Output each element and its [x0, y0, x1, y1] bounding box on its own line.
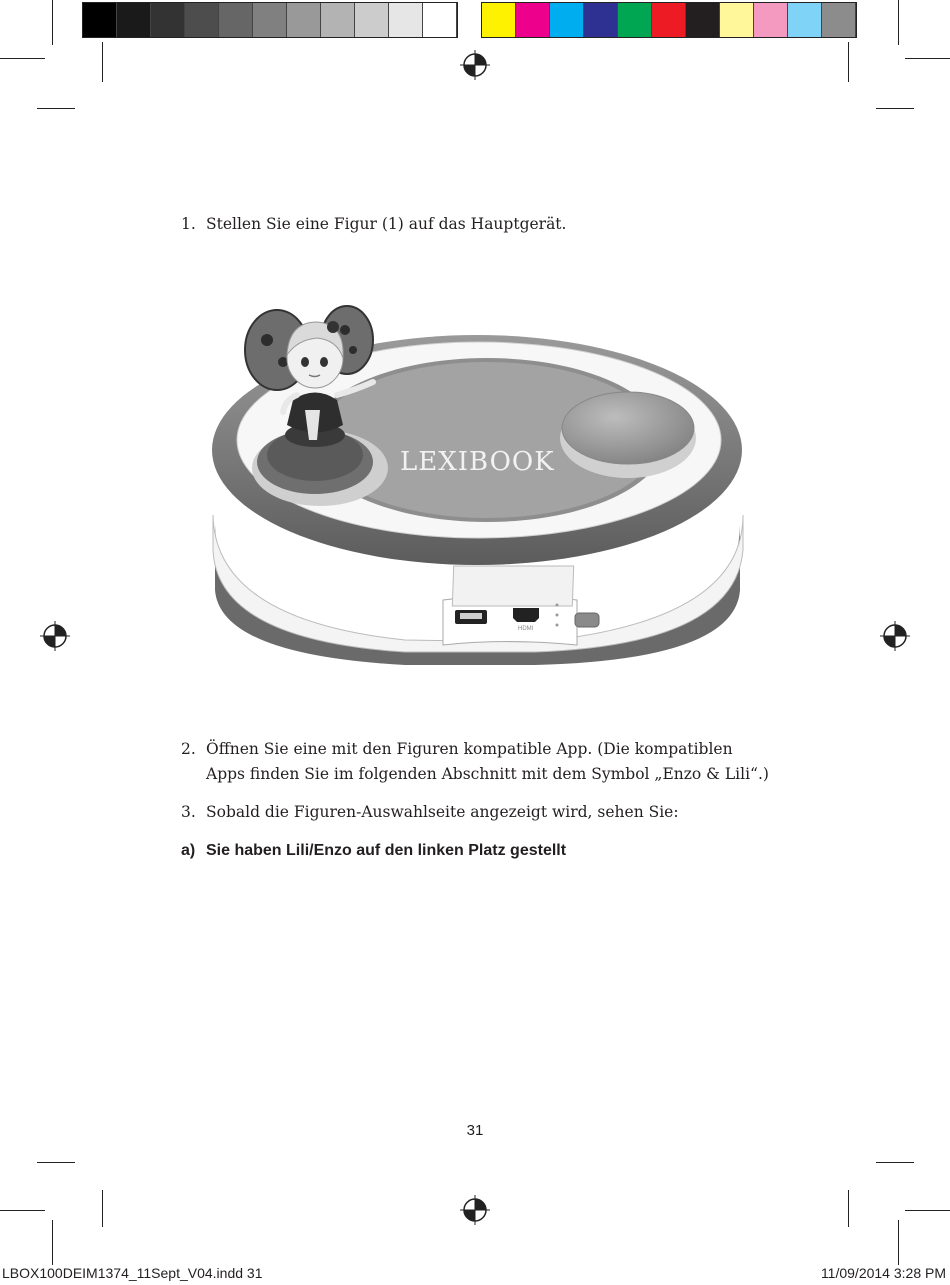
- step-number: 2.: [181, 740, 196, 758]
- step-text: Stellen Sie eine Figur (1) auf das Hauptgerät.: [206, 215, 567, 233]
- subheading-text: Sie haben Lili/Enzo auf den linken Platz gestellt: [206, 842, 567, 859]
- crop-mark: [905, 1210, 950, 1211]
- registration-mark-icon: [40, 621, 70, 651]
- registration-mark-icon: [460, 1195, 490, 1225]
- color-swatch: [117, 3, 151, 37]
- color-swatch: [151, 3, 185, 37]
- color-swatch: [219, 3, 253, 37]
- color-swatch: [185, 3, 219, 37]
- step-1: [181, 212, 776, 237]
- subheading: [181, 842, 566, 860]
- color-swatch: [550, 3, 584, 37]
- device-brand-label: LEXIBOOK: [400, 447, 555, 477]
- gray-color-bar: [82, 2, 458, 38]
- crop-mark: [876, 108, 914, 109]
- color-swatch: [482, 3, 516, 37]
- crop-mark: [37, 108, 75, 109]
- slug-filename: LBOX100DEIM1374_11Sept_V04.indd 31: [2, 1265, 263, 1281]
- hdmi-port-label: HDMI: [518, 626, 534, 632]
- color-swatch: [516, 3, 550, 37]
- page-number: 31: [466, 1122, 484, 1139]
- color-swatch: [720, 3, 754, 37]
- crop-mark: [102, 42, 103, 82]
- step-text: Sobald die Figuren-Auswahlseite angezeigt wird, sehen Sie:: [206, 803, 679, 821]
- crop-mark: [102, 1190, 103, 1227]
- color-swatch: [822, 3, 856, 37]
- color-swatch: [584, 3, 618, 37]
- crop-mark: [0, 1210, 45, 1211]
- color-swatch: [618, 3, 652, 37]
- crop-mark: [0, 58, 45, 59]
- color-swatch: [423, 3, 457, 37]
- crop-mark: [905, 58, 950, 59]
- color-swatch: [652, 3, 686, 37]
- step-number: 3.: [181, 803, 196, 821]
- color-swatch: [389, 3, 423, 37]
- slug-date: 11/09/2014 3:28 PM: [820, 1265, 946, 1281]
- color-swatch: [253, 3, 287, 37]
- crop-mark: [37, 1162, 75, 1163]
- color-swatch: [754, 3, 788, 37]
- step-text: Öffnen Sie eine mit den Figuren kompatible App. (Die kompatiblen Apps finden Sie im folgenden Abschnitt mit dem Symbol „Enzo & Lili“.): [206, 740, 769, 783]
- device-illustration: [205, 300, 750, 670]
- color-swatch: [321, 3, 355, 37]
- subheading-label: a): [181, 842, 196, 859]
- crop-mark: [848, 42, 849, 82]
- color-swatch: [788, 3, 822, 37]
- color-swatch: [686, 3, 720, 37]
- registration-mark-icon: [460, 50, 490, 80]
- step-3: [181, 800, 776, 825]
- step-number: 1.: [181, 215, 196, 233]
- color-swatch: [287, 3, 321, 37]
- step-2: [181, 737, 776, 787]
- color-swatch: [83, 3, 117, 37]
- process-color-bar: [481, 2, 857, 38]
- crop-mark: [52, 0, 53, 45]
- color-swatch: [355, 3, 389, 37]
- registration-mark-icon: [880, 621, 910, 651]
- crop-mark: [52, 1220, 53, 1265]
- crop-mark: [898, 1220, 899, 1265]
- crop-mark: [848, 1190, 849, 1227]
- crop-mark: [876, 1162, 914, 1163]
- crop-mark: [898, 0, 899, 45]
